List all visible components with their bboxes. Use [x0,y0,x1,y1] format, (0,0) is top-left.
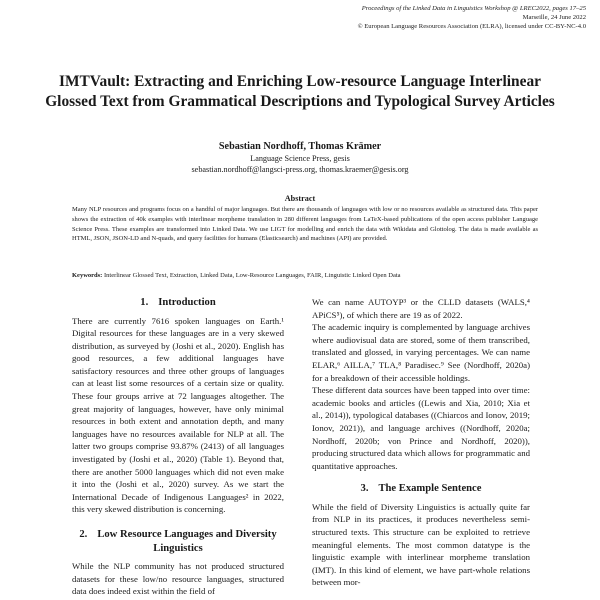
author-emails: sebastian.nordhoff@langsci-press.org, thomas.kraemer@gesis.org [191,165,409,174]
abstract-heading: Abstract [284,194,316,203]
section-1-title: Introduction [158,297,216,308]
section-1-paragraph: There are currently 7616 spoken languages on Earth.¹ Digital resources for these languages are in a very skewed distribution, as surveyed by (Joshi et al., 2020). English has good resources, a few additional languages have satisfactory resources and three other groups of languages can at least list some resources of a certain size or quality. These four groups arrive at 72 languages altogether. The great majority of languages, however, have only minimal resources in both extent and annotation depth, and many languages have no resources available for NLP at all. The latter two groups comprise 93.87% (2413) of all languages investigated by (Joshi et al., 2020) (Table 1). Beyond that, there are another 5000 languages which did not even make it into the (Joshi et al., 2020) survey. As we start the International Decade of Indigenous Languages² in 2022, this very skewed distribution is concerning. [72,315,284,515]
right-paragraph-3: These different data sources have been tapped into over time: academic books and articles ((Lewis and Xia, 2010; Xia et al., 2014)), typological databases ((Chiarcos and Ionov, 2019; Ionov, 2021)), and language archives ((Nordhoff, 2020a; Nordhoff, 2020b; von Prince and Nordhoff, 2020)), producing structured data which allows for programmatic and quantitative approaches. [312,385,530,471]
header-line-2: Marseille, 24 June 2022 [522,14,586,21]
right-column [312,296,530,589]
section-2-paragraph: While the NLP community has not produced structured datasets for these low/no resource languages, structured data does indeed exist within the field of [72,561,284,597]
section-1-heading [72,296,284,310]
keywords-label: Keywords: [72,272,103,279]
section-2-title: Low Resource Languages and Diversity Linguistics [97,529,277,554]
header-line-3: © European Language Resources Association (ELRA), licensed under CC-BY-NC-4.0 [357,23,586,30]
paper-authors: Sebastian Nordhoff, Thomas Krämer [218,141,382,152]
section-2-number: 2. [79,529,88,540]
right-paragraph-1: We can name AUTOYP³ or the CLLD datasets (WALS,⁴ APiCS⁵), of which there are 19 as of 2022. [312,297,530,320]
section-3-title: The Example Sentence [378,483,482,495]
proceedings-header [126,4,586,31]
section-3-paragraph: While the field of Diversity Linguistics is actually quite far from NLP in its practices, it produces nevertheless semi-structured texts. This structure can be exploited to retrieve meaningful elements. The most common datatype is the linguistic example with interlinear morpheme translation (IMT). In this kind of element, we have part-whole relations between mor- [312,501,530,588]
keywords [72,271,538,281]
section-3-number: 3. [360,483,369,495]
abstract-text: Many NLP resources and programs focus on a handful of major languages. But there are thousands of languages with low or no resources available as structured data. This paper shows the extraction of 40k examples with interlinear morpheme translation in 280 different languages from LaTeX-based publications of the open access publisher Language Science Press. These examples are transformed into Linked Data. We use LIGT for modelling and enrich the data with Wikidata and Glottolog. The data is made available as HTML, JSON, JSON-LD and N-quads, and query facilities for humans (Elasticsearch) and machines (API) are provided. [72,206,538,243]
affiliation: Language Science Press, gesis [250,154,350,163]
section-2-heading [72,528,284,555]
keywords-list: Interlinear Glossed Text, Extraction, Linked Data, Low-Resource Languages, FAIR, Linguistic Linked Open Data [103,272,401,279]
left-column [72,296,284,598]
header-line-1: Proceedings of the Linked Data in Linguistics Workshop @ LREC2022, pages 17–25 [361,5,586,12]
section-3-heading [312,482,530,496]
paper-title: IMTVault: Extracting and Enriching Low-resource Language Interlinear Glossed Text from Grammatical Descriptions and Typological Survey Articles [45,73,555,110]
author-affiliation-block [40,153,560,175]
right-paragraph-2: The academic inquiry is complemented by language archives where audiovisual data are stored, some of them transcribed, translated and glossed, in varying percentages. We can name ELAR,⁶ AILLA,⁷ TLA,⁸ Paradisec.⁹ See (Nordhoff, 2020a) for a breakdown of their accessible holdings. [312,322,530,383]
section-1-number: 1. [140,297,149,308]
